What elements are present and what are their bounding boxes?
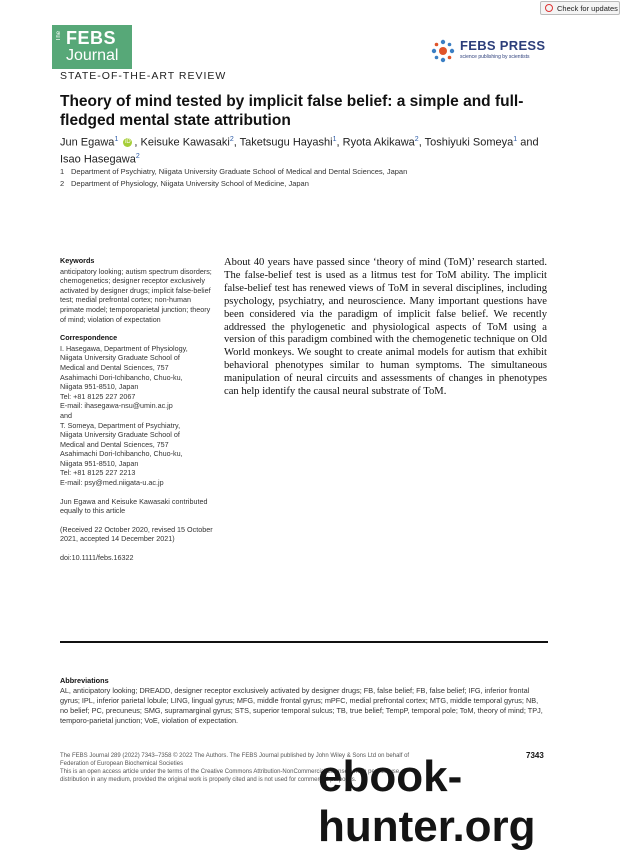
correspondence-line: Tel: +81 8125 227 2213 bbox=[60, 468, 136, 478]
abstract-text: About 40 years have passed since ‘theory of mind (ToM)’ research started. The false-belief test is used as a litmus test for ToM ability. The implicit false-belief test has renewed views of ToM in several disciplines, including psychology, psychiatry, and neuroscience. Many important questions have been considered via the paradigm of implicit false belief. We recently addressed the phylogenetic and physiological aspects of ToM using a version of this paradigm combined with the chemogenetic technique on Old World monkeys. We sought to create animal models for autism that exhibit behavioral phenotypes similar to human symptoms. The simultaneous manipulation of neural circuits and assessments of changes in phenotypes can help identify the causal neural substrate of ToM. bbox=[224, 257, 547, 398]
check-for-updates-label: Check for updates bbox=[557, 4, 618, 13]
keywords-text: anticipatory looking; autism spectrum disorders; chemogenetics; designer receptor exclusively activated by designer drugs; implicit false-belief test; medial prefrontal cortex; non-human primate model; temporoparietal junction; theory of mind; violation of expectation bbox=[60, 266, 212, 324]
author-affiliation-mark: 2 bbox=[414, 136, 419, 143]
author-affiliation-mark: 1 bbox=[332, 136, 337, 143]
journal-logo-febs: FEBS bbox=[66, 28, 117, 48]
press-logo-tagline: science publishing by scientists bbox=[460, 54, 530, 60]
author-name[interactable]: Jun Egawa bbox=[60, 136, 115, 149]
affiliation-number: 2 bbox=[60, 179, 65, 188]
abbreviations-block bbox=[60, 676, 548, 726]
affiliation-text: Department of Physiology, Niigata University School of Medicine, Japan bbox=[71, 179, 309, 188]
correspondence-line: Niigata University Graduate School of bbox=[60, 430, 180, 440]
abbreviations-text: AL, anticipatory looking; DREADD, designer receptor exclusively activated by designer drugs; FB, false belief; FB, false belief; IFG, inferior frontal gyrus; IPL, inferior parietal lobule; LING, lingual gyrus; MFG, middle frontal gyrus; mPFC, medial prefrontal cortex; MTG, middle temporal gyrus; NB, no belief; PC, precuneus; SMG, supramarginal gyrus; STS, superior temporal sulcus; TB, true belief; TempP, temporal pole; ToM, theory of mind; TPJ, temporo-parietal junction; VoE, violation of expectation. bbox=[60, 686, 543, 725]
footer-line: This is an open access article under the terms of the Creative Commons Attribution-NonCommercial License, which permits use, bbox=[60, 769, 401, 775]
author-affiliation-mark: 2 bbox=[135, 152, 140, 160]
abbreviations-heading: Abbreviations bbox=[60, 676, 109, 685]
correspondence-line: T. Someya, Department of Psychiatry, bbox=[60, 420, 181, 430]
correspondence-line: Niigata 951-8510, Japan bbox=[60, 458, 139, 468]
affiliation-text: Department of Psychiatry, Niigata University Graduate School of Medical and Dental Sciences, Japan bbox=[71, 167, 408, 176]
correspondence-block bbox=[60, 333, 216, 488]
correspondence-line: I. Hasegawa, Department of Physiology, bbox=[60, 343, 188, 353]
equal-contribution-note: Jun Egawa and Keisuke Kawasaki contributed equally to this article bbox=[60, 496, 208, 516]
correspondence-line: Niigata University Graduate School of bbox=[60, 353, 180, 363]
update-icon bbox=[545, 4, 553, 12]
author-affiliation-mark: 2 bbox=[229, 136, 234, 143]
correspondence-email-link[interactable]: E-mail: psy@med.niigata-u.ac.jp bbox=[60, 478, 164, 488]
keywords-block bbox=[60, 256, 216, 324]
febs-press-dots-icon bbox=[430, 38, 456, 64]
correspondence-email-link[interactable]: E-mail: ihasegawa-nsu@umin.ac.jp bbox=[60, 401, 173, 411]
section-label: STATE-OF-THE-ART REVIEW bbox=[60, 70, 227, 82]
section-divider bbox=[60, 641, 548, 643]
correspondence-heading: Correspondence bbox=[60, 333, 118, 343]
footer-line: distribution in any medium, provided the original work is properly cited and is not used for commercial purposes. bbox=[60, 777, 357, 783]
author-name[interactable]: Isao Hasegawa bbox=[60, 153, 136, 166]
author-affiliation-mark: 1 bbox=[513, 136, 518, 143]
doi-link[interactable]: doi:10.1111/febs.16322 bbox=[60, 553, 134, 563]
received-dates: (Received 22 October 2020, revised 15 October 2021, accepted 14 December 2021) bbox=[60, 524, 213, 544]
author-affiliation-mark: 1 bbox=[114, 136, 119, 143]
footer-line: Federation of European Biochemical Societies bbox=[60, 761, 184, 767]
press-logo bbox=[430, 38, 550, 64]
journal-logo-the: The bbox=[56, 31, 62, 42]
author-separator: , bbox=[418, 136, 425, 149]
correspondence-line: Tel: +81 8125 227 2067 bbox=[60, 391, 136, 401]
correspondence-line: Asahimachi Dori-Ichibancho, Chuo-ku, bbox=[60, 449, 183, 459]
correspondence-line: Asahimachi Dori-Ichibancho, Chuo-ku, bbox=[60, 372, 183, 382]
orcid-icon[interactable]: iD bbox=[125, 139, 131, 146]
page-number: 7343 bbox=[526, 751, 544, 760]
sidebar bbox=[60, 256, 216, 572]
footer-line: The FEBS Journal 289 (2022) 7343–7358 © 2022 The Authors. The FEBS Journal published by John Wiley & Sons Ltd on behalf of bbox=[60, 753, 410, 759]
author-separator: , bbox=[336, 136, 343, 149]
affiliation-2 bbox=[60, 179, 309, 188]
journal-logo bbox=[52, 25, 132, 69]
author-list bbox=[60, 133, 560, 166]
correspondence-line: and bbox=[60, 410, 72, 420]
press-logo-name: FEBS PRESS bbox=[460, 38, 546, 53]
author-name[interactable]: Keisuke Kawasaki bbox=[140, 136, 230, 149]
author-name[interactable]: Taketsugu Hayashi bbox=[239, 136, 333, 149]
correspondence-line: Medical and Dental Sciences, 757 bbox=[60, 439, 169, 449]
author-and: and bbox=[517, 136, 539, 149]
article-title: Theory of mind tested by implicit false belief: a simple and full-fledged mental state attribution bbox=[60, 93, 524, 129]
keywords-heading: Keywords bbox=[60, 256, 95, 265]
author-separator: , bbox=[134, 136, 141, 149]
correspondence-line: Niigata 951-8510, Japan bbox=[60, 382, 139, 392]
affiliation-number: 1 bbox=[60, 167, 65, 176]
journal-logo-journal: Journal bbox=[66, 47, 119, 64]
watermark: ebook-hunter.org bbox=[318, 752, 536, 851]
correspondence-line: Medical and Dental Sciences, 757 bbox=[60, 362, 169, 372]
author-name[interactable]: Ryota Akikawa bbox=[342, 136, 415, 149]
author-separator: , bbox=[233, 136, 240, 149]
author-name[interactable]: Toshiyuki Someya bbox=[424, 136, 514, 149]
affiliation-1 bbox=[60, 167, 407, 176]
check-for-updates-button[interactable] bbox=[540, 1, 620, 15]
